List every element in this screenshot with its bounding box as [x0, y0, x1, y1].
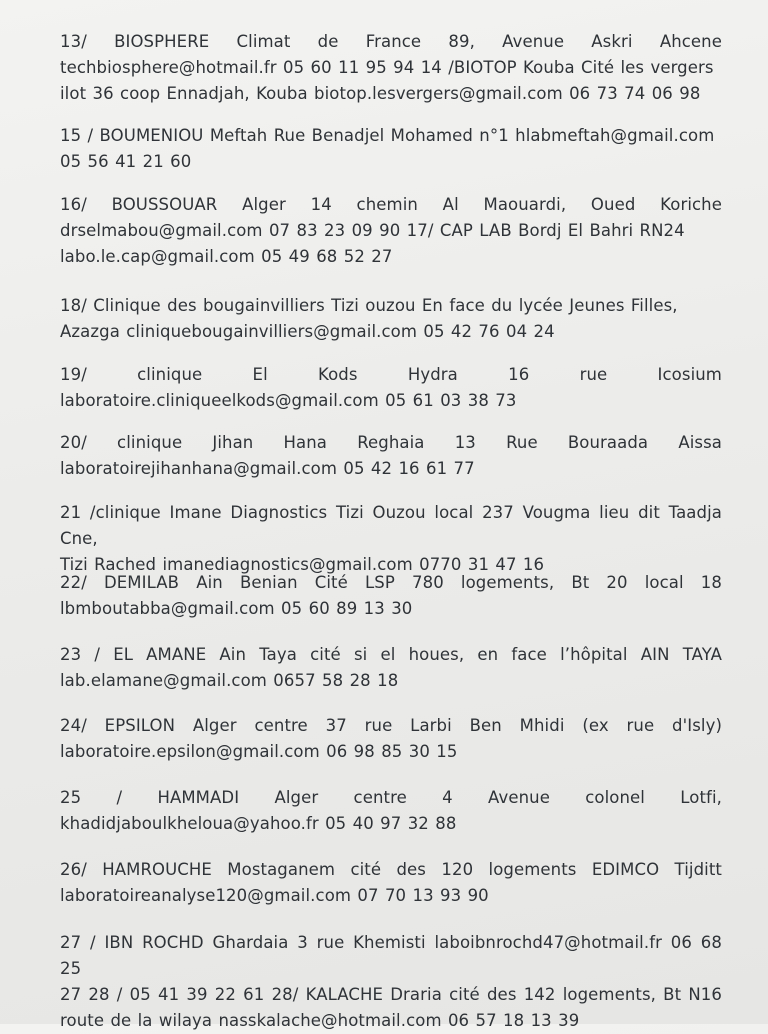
entry-line: 18/ Clinique des bougainvilliers Tizi ouzou En face du lycée Jeunes Filles, — [60, 296, 678, 315]
entry-line: lbmboutabba@gmail.com 05 60 89 13 30 — [60, 599, 413, 618]
entry-line: khadidjaboulkheloua@yahoo.fr 05 40 97 32 88 — [60, 814, 457, 833]
entry-line: 20/ clinique Jihan Hana Reghaia 13 Rue Bouraada Aissa — [60, 433, 722, 452]
entry-18-clinique-bougainvilliers — [60, 293, 722, 345]
entry-line: 21 /clinique Imane Diagnostics Tizi Ouzou local 237 Vougma lieu dit Taadja Cne, — [60, 503, 722, 548]
entry-line: 26/ HAMROUCHE Mostaganem cité des 120 logements EDIMCO Tijditt — [60, 860, 722, 879]
entry-line: route de la wilaya nasskalache@hotmail.com 06 57 18 13 39 — [60, 1011, 580, 1030]
entry-line: 15 / BOUMENIOU Meftah Rue Benadjel Mohamed n°1 hlabmeftah@gmail.com — [60, 126, 715, 145]
entry-line: laboratoireanalyse120@gmail.com 07 70 13 93 90 — [60, 886, 489, 905]
entry-line: labo.le.cap@gmail.com 05 49 68 52 27 — [60, 247, 393, 266]
entry-line: laboratoire.epsilon@gmail.com 06 98 85 30 15 — [60, 742, 458, 761]
entry-27-ibn-rochd — [60, 930, 722, 1034]
entry-22-demilab — [60, 570, 722, 622]
entry-16-boussouar — [60, 192, 722, 270]
entry-line: laboratoirejihanhana@gmail.com 05 42 16 61 77 — [60, 459, 475, 478]
entry-line: techbiosphere@hotmail.fr 05 60 11 95 94 14 /BIOTOP Kouba Cité les vergers — [60, 58, 714, 77]
entry-25-hammadi — [60, 785, 722, 837]
entry-line: 05 56 41 21 60 — [60, 152, 192, 171]
entry-26-hamrouche — [60, 857, 722, 909]
entry-line: laboratoire.cliniqueelkods@gmail.com 05 61 03 38 73 — [60, 391, 517, 410]
entry-line: drselmabou@gmail.com 07 83 23 09 90 17/ CAP LAB Bordj El Bahri RN24 — [60, 221, 685, 240]
entry-line: 25 / HAMMADI Alger centre 4 Avenue colonel Lotfi, — [60, 788, 722, 807]
entry-24-epsilon — [60, 713, 722, 765]
entry-13-biosphere — [60, 29, 722, 107]
entry-line: Tizi Rached imanediagnostics@gmail.com 0770 31 47 16 — [60, 555, 545, 574]
entry-23-el-amane — [60, 642, 722, 694]
entry-line: 19/ clinique El Kods Hydra 16 rue Icosium — [60, 365, 722, 384]
entry-19-clinique-el-kods — [60, 362, 722, 414]
entry-line: lab.elamane@gmail.com 0657 58 28 18 — [60, 671, 399, 690]
entry-line: Azazga cliniquebougainvilliers@gmail.com 05 42 76 04 24 — [60, 322, 555, 341]
entry-line: 27 28 / 05 41 39 22 61 28/ KALACHE Draria cité des 142 logements, Bt N16 — [60, 985, 722, 1004]
entry-line: 24/ EPSILON Alger centre 37 rue Larbi Ben Mhidi (ex rue d'Isly) — [60, 716, 722, 735]
entry-line: 27 / IBN ROCHD Ghardaia 3 rue Khemisti laboibnrochd47@hotmail.fr 06 68 25 — [60, 933, 722, 978]
entry-15-boumeniou — [60, 123, 722, 175]
entry-line: 13/ BIOSPHERE Climat de France 89, Avenue Askri Ahcene — [60, 32, 722, 51]
entry-line: 23 / EL AMANE Ain Taya cité si el houes, en face l’hôpital AIN TAYA — [60, 645, 722, 664]
entry-line: ilot 36 coop Ennadjah, Kouba biotop.lesvergers@gmail.com 06 73 74 06 98 — [60, 84, 701, 103]
entry-21-clinique-imane — [60, 500, 722, 578]
entry-line: 16/ BOUSSOUAR Alger 14 chemin Al Maouardi, Oued Koriche — [60, 195, 722, 214]
entry-line: 22/ DEMILAB Ain Benian Cité LSP 780 logements, Bt 20 local 18 — [60, 573, 722, 592]
entry-20-clinique-jihan-hana — [60, 430, 722, 482]
